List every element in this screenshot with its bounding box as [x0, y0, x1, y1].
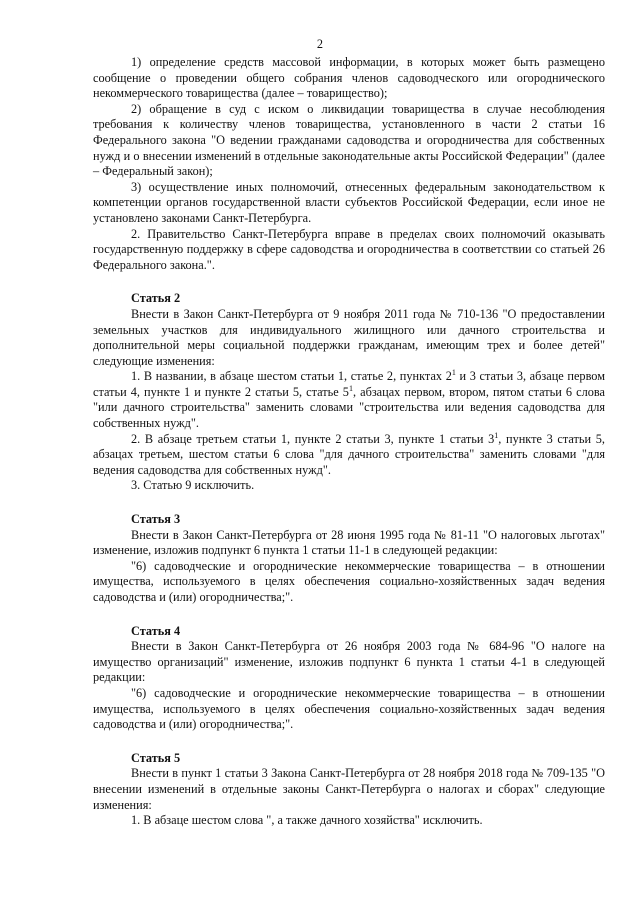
article-4-heading: Статья 4 [131, 623, 181, 638]
intro-item-1: 1) определение средств массовой информации, в которых может быть размещено сообщение о проведении общего собрания членов садоводческого или огороднического некоммерческого товарищества (далее – товарищество); [93, 55, 605, 101]
article-5-intro: Внести в пункт 1 статьи 3 Закона Санкт-Петербурга от 28 ноября 2018 года № 709-135 "О внесении изменений в отдельные законы Санкт-Петербурга о налогах и сборах" следующие изменения: [93, 766, 605, 812]
article-3-quote: "6) садоводческие и огороднические некоммерческие товарищества – в отношении имущества, используемого в целях обеспечения социально-хозяйственных задач ведения садоводства и (или) огородничества;". [93, 558, 605, 604]
article-3-intro: Внести в Закон Санкт-Петербурга от 28 июня 1995 года № 81-11 "О налоговых льготах" изменение, изложив подпункт 6 пункта 1 статьи 11-1 в следующей редакции: [93, 527, 605, 558]
article-4-intro: Внести в Закон Санкт-Петербурга от 26 ноября 2003 года № 684-96 "О налоге на имущество организаций" изменение, изложив подпункт 6 пункта 1 статьи 4-1 в следующей редакции: [93, 639, 605, 685]
intro-item-3: 3) осуществление иных полномочий, отнесенных федеральным законодательством к компетенции органов государственной власти субъектов Российской Федерации, если иное не установлено законами Санкт-Петербурга. [93, 179, 605, 225]
article-5-point-1: 1. В абзаце шестом слова ", а также дачного хозяйства" исключить. [131, 813, 483, 828]
article-2-intro: Внести в Закон Санкт-Петербурга от 9 ноября 2011 года № 710-136 "О предоставлении земельных участков для индивидуального жилищного или дачного строительства и дополнительной меры социальной поддержки гражданам, имеющим трех и более детей" следующие изменения: [93, 306, 605, 368]
article-5-heading: Статья 5 [131, 750, 181, 765]
article-2-point-1: 1. В названии, в абзаце шестом статьи 1, статье 2, пунктах $2^1$ и 3 статьи 3, абзаце первом статьи 4, пункте 1 и пункте 2 статьи 5, статье $5^1$, абзацах первом, втором, пятом статьи 6 слова "или дачного строительства" заменить словами "строительства или ведения садоводства для собственных нужд". [93, 368, 605, 431]
article-2-heading: Статья 2 [131, 291, 181, 306]
intro-item-2: 2) обращение в суд с иском о ликвидации товарищества в случае несоблюдения требования к количеству членов товарищества, установленного в части 2 статьи 16 Федерального закона "О ведении гражданами садоводства и огородничества для собственных нужд и о внесении изменений в отдельные законодательные акты Российской Федерации" (далее – Федеральный закон); [93, 101, 605, 179]
article-2-point-2: 2. В абзаце третьем статьи 1, пункте 2 статьи 3, пункте 1 статьи $3^1$, пункте 3 статьи 5, абзацах третьем, шестом статьи 6 слова "для дачного строительства" заменить словами "для ведения садоводства для собственных нужд". [93, 430, 605, 477]
document-body [93, 55, 605, 829]
article-2-point-3: 3. Статью 9 исключить. [131, 478, 255, 493]
page-number: 2 [316, 37, 324, 51]
intro-item-4: 2. Правительство Санкт-Петербурга вправе в пределах своих полномочий оказывать государственную поддержку в сфере садоводства и огородничества в соответствии со статьей 26 Федерального закона.". [93, 226, 605, 272]
article-4-quote: "6) садоводческие и огороднические некоммерческие товарищества – в отношении имущества, используемого в целях обеспечения социально-хозяйственных задач ведения садоводства и (или) огородничества;". [93, 685, 605, 732]
article-3-heading: Статья 3 [131, 512, 181, 527]
